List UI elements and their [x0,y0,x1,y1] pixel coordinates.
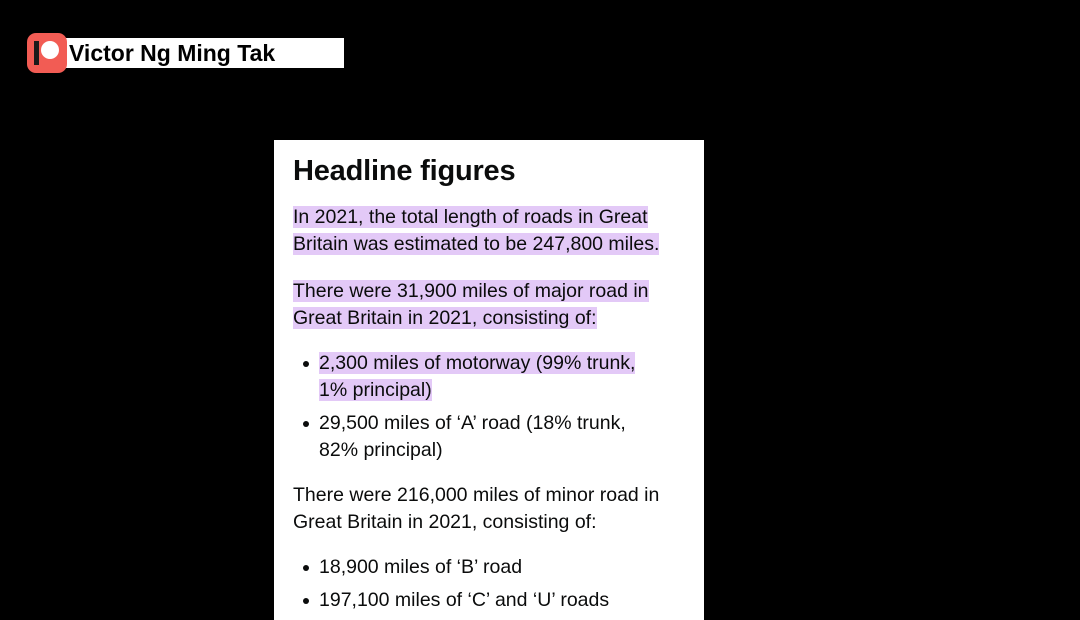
list-item-line: 2,300 miles of motorway (99% trunk, [319,352,636,374]
highlighted-text [293,280,649,329]
list-item-line: 82% principal) [319,439,443,461]
document-card [274,140,704,620]
major-roads-list [293,350,685,464]
paragraph-total-length [293,204,685,258]
highlighted-text [319,352,635,401]
minor-roads-list [293,554,685,614]
patreon-icon-circle [41,41,59,59]
paragraph-line: In 2021, the total length of roads in Great [293,206,648,228]
list-item-line: 1% principal) [319,379,432,401]
paragraph-line: There were 31,900 miles of major road in [293,280,649,302]
paragraph-line: There were 216,000 miles of minor road in [293,484,660,506]
list-item [293,410,685,464]
list-item [293,350,685,404]
patreon-icon [27,33,67,73]
paragraph-major-roads [293,278,685,332]
page-title: Headline figures [293,155,516,187]
patreon-icon-bar [34,41,39,65]
list-item: 18,900 miles of ‘B’ road [293,554,685,581]
creator-badge [27,34,344,72]
list-item-line: 29,500 miles of ‘A’ road (18% trunk, [319,412,626,434]
paragraph-line: Great Britain in 2021, consisting of: [293,307,597,329]
list-item: 197,100 miles of ‘C’ and ‘U’ roads [293,587,685,614]
paragraph-minor-roads [293,482,685,536]
creator-name: Victor Ng Ming Tak [59,38,344,68]
paragraph-line: Great Britain in 2021, consisting of: [293,511,597,533]
paragraph-line: Britain was estimated to be 247,800 miles. [293,233,660,255]
highlighted-text [293,206,659,255]
